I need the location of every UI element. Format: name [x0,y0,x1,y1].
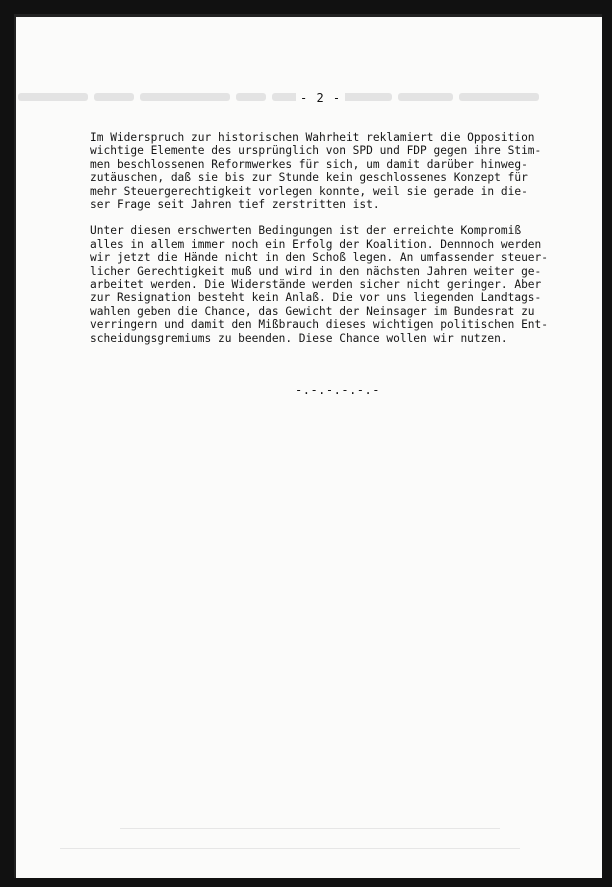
scan-border-left [0,0,14,887]
closing-mark: -.-.-.-.-.- [295,383,380,397]
text-line: wir jetzt die Hände nicht in den Schoß legen. An umfassender steuer- [90,251,549,265]
scan-border-right [602,10,612,887]
text-line: ser Frage seit Jahren tief zerstritten ist. [90,198,380,212]
text-line: scheidungsgremiums zu beenden. Diese Chance wollen wir nutzen. [90,331,508,345]
paragraph-2 [90,224,576,345]
text-line: wahlen geben die Chance, das Gewicht der Neinsager im Bundesrat zu [90,304,535,318]
bleed-through-line [60,848,520,849]
text-line: zutäuschen, daß sie bis zur Stunde kein geschlossenes Konzept für [90,171,528,185]
body-text [90,131,576,358]
text-line: verringern und damit den Mißbrauch dieses wichtigen politischen Ent- [90,318,549,332]
scan-border-bottom [0,878,612,887]
text-line: men beschlossenen Reformwerkes für sich, um damit darüber hinweg- [90,157,528,171]
text-line: Im Widerspruch zur historischen Wahrheit reklamiert die Opposition [90,131,535,144]
text-line: wichtige Elemente des ursprünglich von SPD und FDP gegen ihre Stim- [90,144,542,158]
text-line: Unter diesen erschwerten Bedingungen ist der erreichte Kompromiß [90,224,522,238]
text-line: mehr Steuergerechtigkeit vorlegen konnte, weil sie gerade in die- [90,184,528,198]
bleed-through-line [120,828,500,829]
text-line: arbeitet werden. Die Widerstände werden sicher nicht geringer. Aber [90,278,542,292]
text-line: licher Gerechtigkeit muß und wird in den nächsten Jahren weiter ge- [90,264,542,278]
text-line: zur Resignation besteht kein Anlaß. Die vor uns liegenden Landtags- [90,291,542,305]
page-number: - 2 - [296,91,345,105]
text-line: alles in allem immer noch ein Erfolg der Koalition. Dennnoch werden [90,237,542,251]
scan-border-top [0,0,612,14]
paragraph-1 [90,131,576,211]
